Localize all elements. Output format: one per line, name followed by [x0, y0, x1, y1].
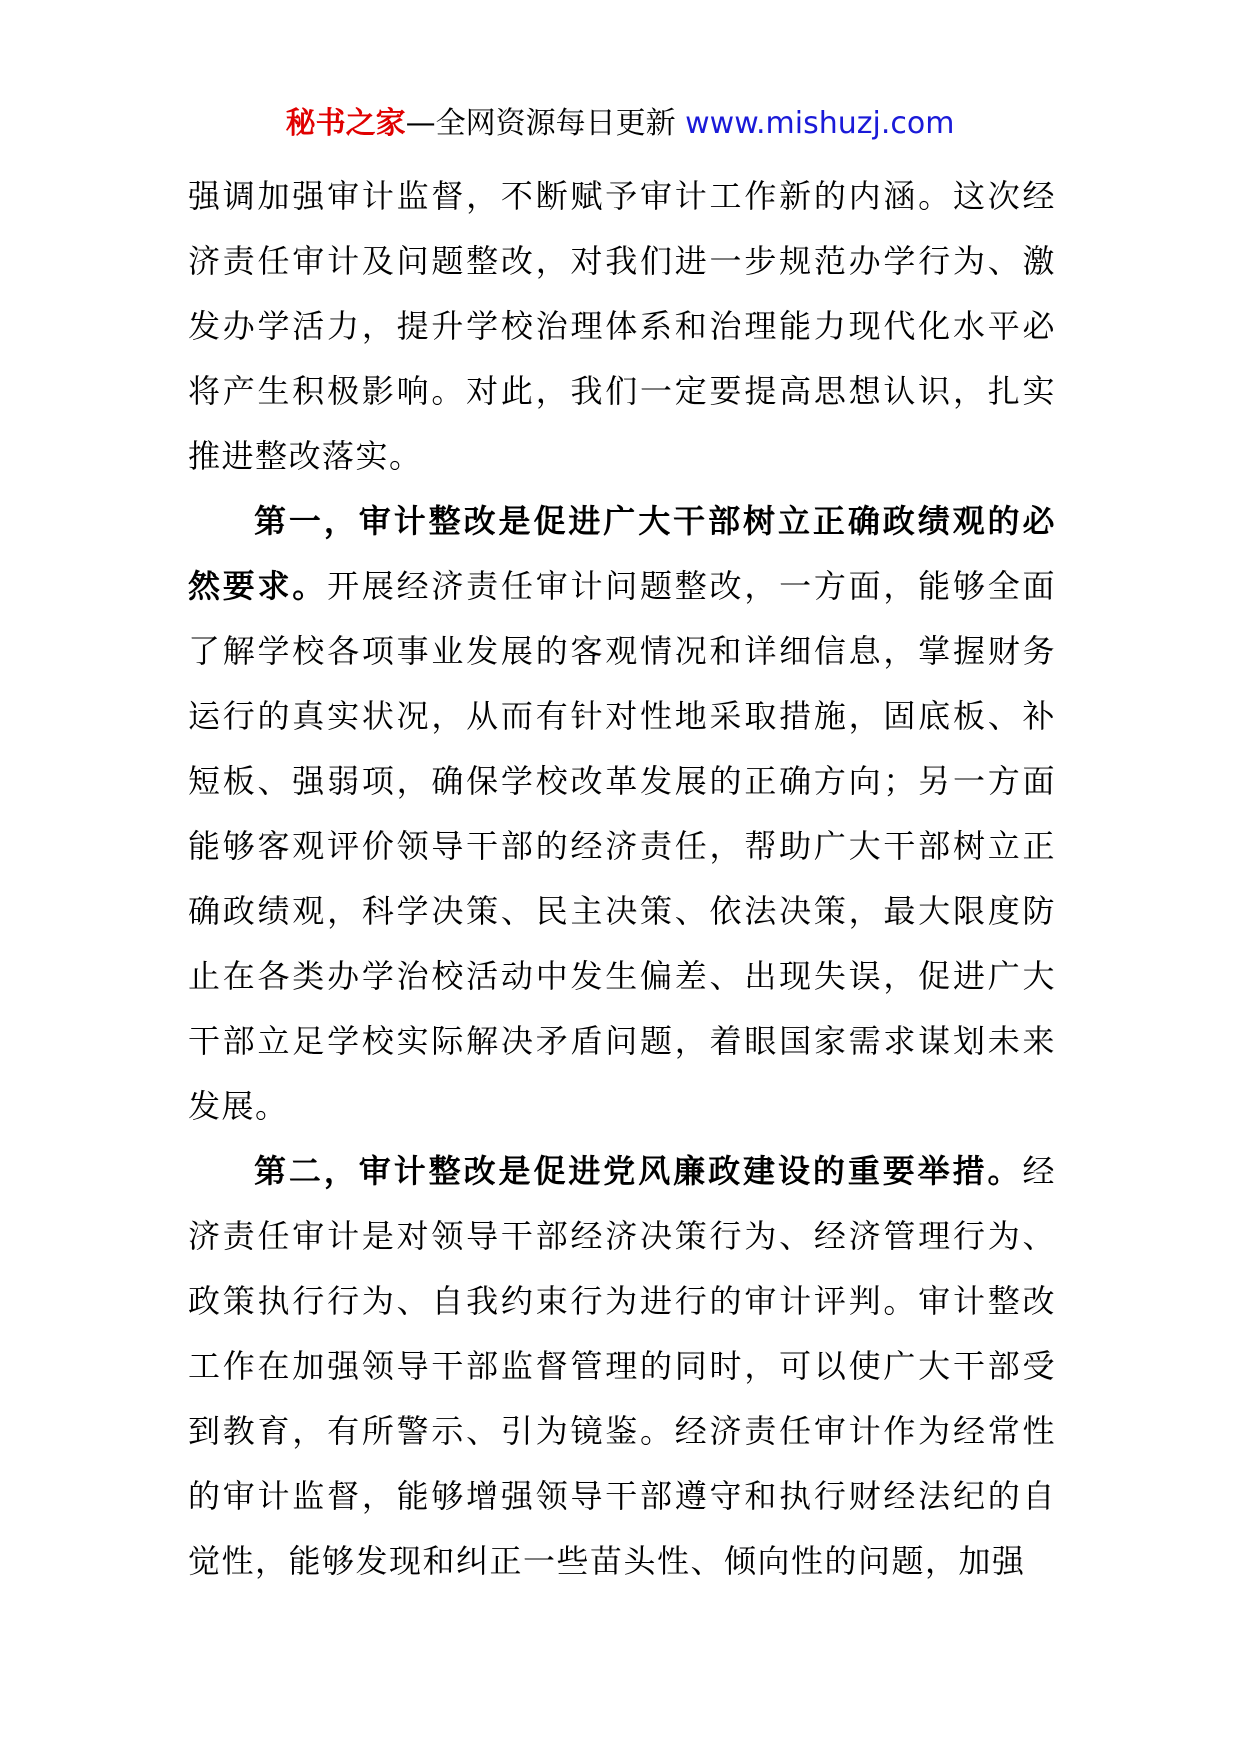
paragraph-heading: 第一，审计整改是促进广大干部树立正确政绩观的必然要求。: [188, 502, 1056, 605]
paragraph-heading: 第二，审计整改是促进党风廉政建设的重要举措。: [254, 1152, 1023, 1190]
paragraph-point-two: [188, 1139, 1056, 1594]
document-body: [188, 164, 1056, 1594]
paragraph-text: 开展经济责任审计问题整改，一方面，能够全面了解学校各项事业发展的客观情况和详细信息，掌握财务运行的真实状况，从而有针对性地采取措施，固底板、补短板、强弱项，确保学校改革发展的正确方向；另一方面能够客观评价领导干部的经济责任，帮助广大干部树立正确政绩观，科学决策、民主决策、依法决策，最大限度防止在各类办学治校活动中发生偏差、出现失误，促进广大干部立足学校实际解决矛盾问题，着眼国家需求谋划未来发展。: [188, 567, 1056, 1125]
paragraph-point-one: [188, 489, 1056, 1139]
paragraph-text: 经济责任审计是对领导干部经济决策行为、经济管理行为、政策执行行为、自我约束行为进行的审计评判。审计整改工作在加强领导干部监督管理的同时，可以使广大干部受到教育，有所警示、引为镜鉴。经济责任审计作为经常性的审计监督，能够增强领导干部遵守和执行财经法纪的自觉性，能够发现和纠正一些苗头性、倾向性的问题，加强: [188, 1152, 1056, 1580]
header-tagline: —全网资源每日更新: [405, 106, 686, 141]
site-url-link[interactable]: www.mishuzj.com: [685, 106, 955, 141]
site-header: [0, 104, 1240, 144]
brand-name: 秘书之家: [285, 106, 406, 141]
paragraph-text: 强调加强审计监督，不断赋予审计工作新的内涵。这次经济责任审计及问题整改，对我们进一步规范办学行为、激发办学活力，提升学校治理体系和治理能力现代化水平必将产生积极影响。对此，我们一定要提高思想认识，扎实推进整改落实。: [188, 177, 1056, 475]
paragraph-continuation: [188, 164, 1056, 489]
